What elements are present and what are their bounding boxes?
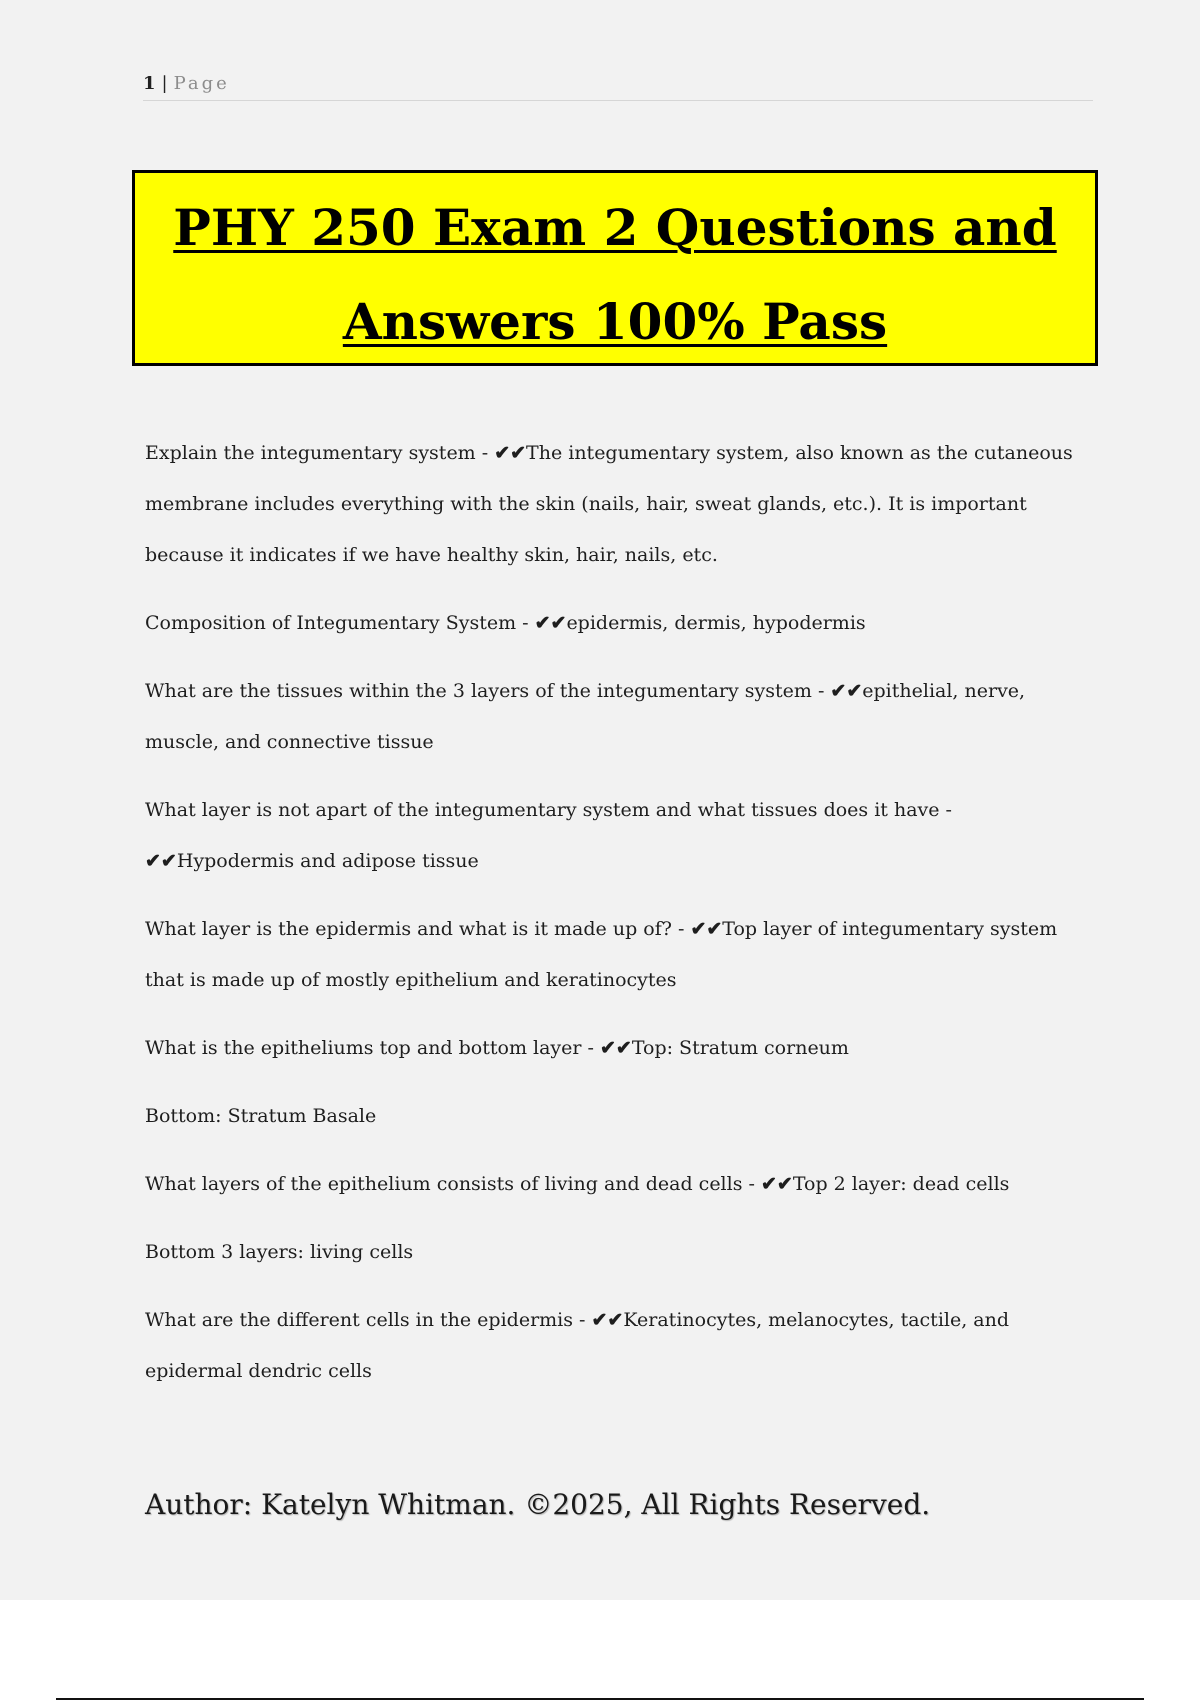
question-text: What is the epitheliums top and bottom layer - [145,1037,600,1059]
page-label: Page [173,73,230,94]
question-text: What layers of the epithelium consists of living and dead cells - [145,1173,761,1195]
question-text: Composition of Integumentary System - [145,612,535,634]
page-separator: | [161,73,168,94]
answer-text: Top: Stratum corneum [631,1037,849,1059]
check-icon: ✔✔ [145,850,177,872]
title-text-1: PHY 250 Exam 2 Questions and [173,198,1057,257]
qa-item [145,598,1095,649]
qa-item [145,1159,1095,1210]
page-number: 1 [143,73,156,94]
page-header [143,72,1093,101]
check-icon: ✔✔ [760,1173,793,1195]
qa-content [145,428,1095,1414]
question-text: What are the tissues within the 3 layers of the integumentary system - [145,680,831,702]
answer-continuation: Bottom: Stratum Basale [145,1105,377,1127]
qa-item [145,1023,1095,1074]
title-text-2: Answers 100% Pass [342,292,888,351]
check-icon: ✔✔ [534,612,567,634]
answer-text: Top layer of integumentary system that is made up of mostly epithelium and keratinocytes [145,918,1058,991]
question-text: What are the different cells in the epidermis - [145,1309,592,1331]
answer-text: Top 2 layer: dead cells [792,1173,1010,1195]
answer-text: epidermis, dermis, hypodermis [566,612,866,634]
qa-item [145,428,1095,581]
qa-item [145,1295,1095,1397]
answer-text: epithelial, nerve, muscle, and connective tissue [145,680,1026,753]
title-line-1 [135,181,1095,275]
title-line-2 [135,275,1095,369]
check-icon: ✔✔ [830,680,863,702]
check-icon: ✔✔ [591,1309,624,1331]
check-icon: ✔✔ [599,1037,632,1059]
qa-item [145,666,1095,768]
answer-text: Keratinocytes, melanocytes, tactile, and epidermal dendric cells [145,1309,1010,1382]
question-text: Explain the integumentary system - [145,442,495,464]
qa-item [145,785,1095,887]
title-box [132,170,1098,366]
qa-item [145,904,1095,1006]
answer-text: The integumentary system, also known as the cutaneous membrane includes everything with the skin (nails, hair, sweat glands, etc.). It is important because it indicates if we have healthy skin, hair, nails, etc. [145,442,1073,566]
check-icon: ✔✔ [494,442,527,464]
question-text: What layer is not apart of the integumentary system and what tissues does it have - [145,799,952,821]
author-footer: Author: Katelyn Whitman. ©2025, All Rights Reserved. [145,1488,931,1521]
answer-text: Hypodermis and adipose tissue [176,850,479,872]
answer-continuation: Bottom 3 layers: living cells [145,1241,414,1263]
check-icon: ✔✔ [690,918,723,940]
question-text: What layer is the epidermis and what is it made up of? - [145,918,691,940]
